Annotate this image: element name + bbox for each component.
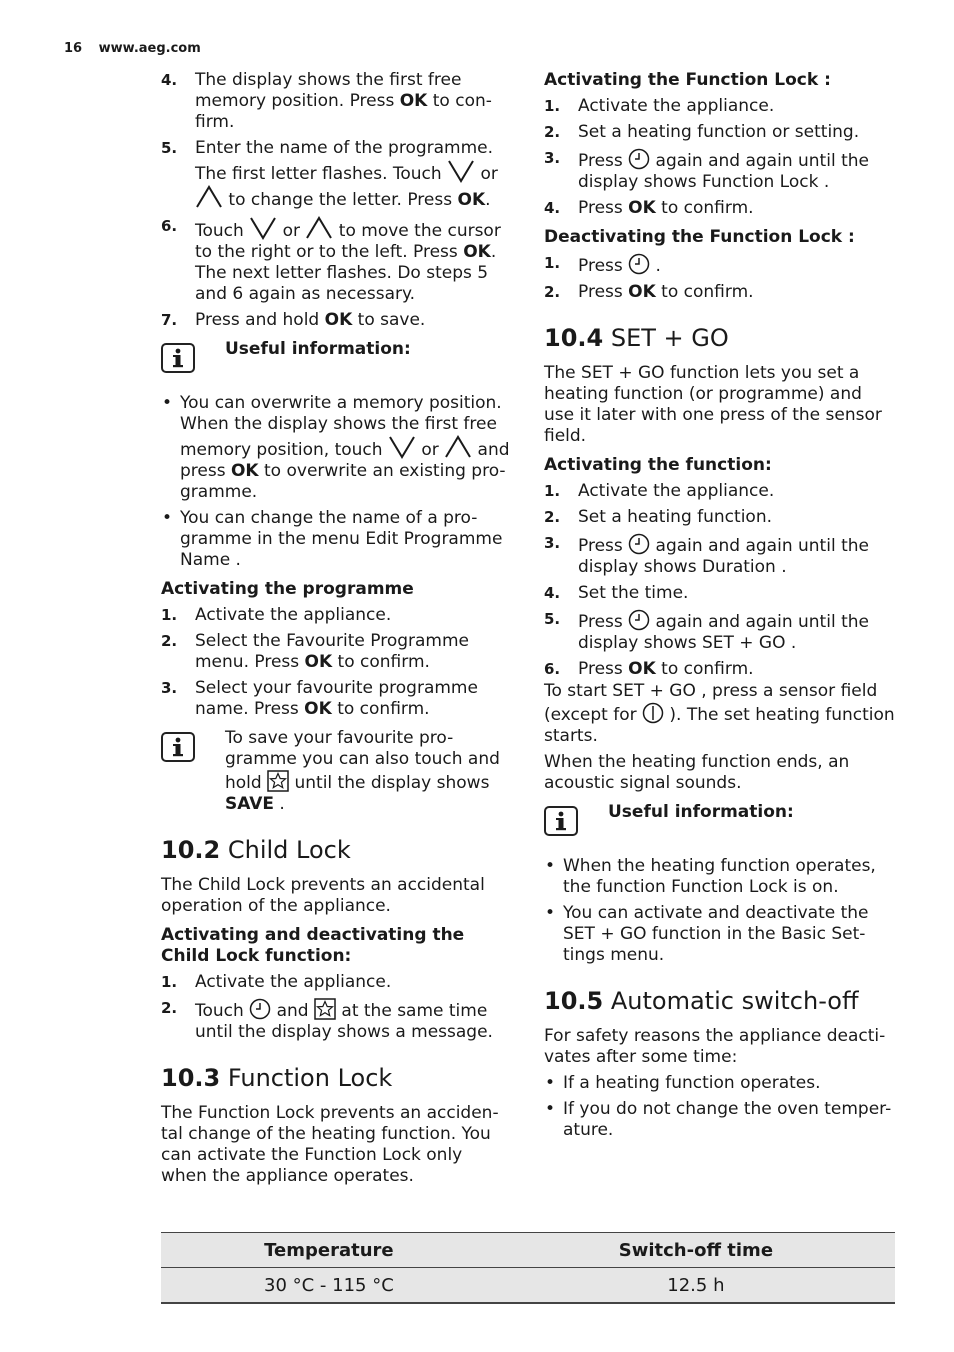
power-icon [642, 702, 664, 724]
table-cell: 30 °C - 115 °C [161, 1268, 497, 1304]
list-item: 3. Press again and again until the display shows Duration . [544, 534, 869, 577]
table-row [161, 1268, 895, 1304]
info-box [161, 339, 513, 379]
steps-list [544, 481, 896, 680]
list-item: 4. Set the time. [544, 583, 689, 603]
chevron-down-icon [388, 435, 416, 459]
list-item: 2. Press OK to confirm. [544, 282, 754, 302]
info-title: Useful information: [608, 802, 794, 822]
paragraph: For safety reasons the appliance deacti-vates after some time: [544, 1026, 886, 1067]
info-icon [544, 806, 578, 836]
section-heading-child-lock: 10.2 Child Lock [161, 836, 351, 864]
table-cell: 12.5 h [497, 1268, 895, 1304]
right-column [544, 70, 896, 1146]
clock-icon [628, 253, 650, 275]
chevron-up-icon [444, 435, 472, 459]
section-heading-set-go: 10.4 SET + GO [544, 324, 729, 352]
switch-off-table [161, 1232, 895, 1304]
column-header: Temperature [161, 1233, 497, 1268]
left-column [161, 70, 513, 1192]
list-item: 2. Select the Favourite Programme menu. Press OK to confirm. [161, 631, 470, 672]
bullet-list [544, 856, 896, 966]
subheading: Activating the Function Lock : [544, 70, 831, 90]
list-item: 5. Press again and again until the display shows SET + GO . [544, 610, 869, 653]
info-text: To save your favourite pro-gramme you can also touch and hold until the display shows SAVE . [225, 728, 500, 814]
paragraph: When the heating function ends, an acoustic signal sounds. [544, 752, 850, 793]
clock-icon [628, 609, 650, 631]
list-item: 6. Touch or to move the cursor to the right or to the left. Press OK. The next letter flashes. Do steps 5 and 6 again as necessary. [161, 217, 501, 304]
list-item: 1. Activate the appliance. [161, 972, 392, 992]
info-icon [161, 343, 195, 373]
section-heading-function-lock: 10.3 Function Lock [161, 1064, 393, 1092]
paragraph: To start SET + GO , press a sensor field (except for ). The set heating function starts. [544, 681, 895, 746]
subheading: Activating and deactivating the Child Lock function: [161, 925, 465, 966]
clock-icon [249, 998, 271, 1020]
subheading: Activating the programme [161, 579, 414, 599]
info-box [544, 802, 896, 842]
chevron-up-icon [195, 185, 223, 209]
chevron-down-icon [249, 216, 277, 240]
steps-list [544, 96, 896, 219]
page-number: 16 [64, 41, 83, 56]
list-item: 7. Press and hold OK to save. [161, 310, 426, 330]
section-heading-automatic-switch-off: 10.5 Automatic switch-off [544, 987, 859, 1015]
list-item: • When the heating function operates, the function Function Lock is on. [544, 856, 896, 898]
steps-list [161, 605, 513, 720]
paragraph: The Child Lock prevents an accidental operation of the appliance. [161, 875, 485, 916]
list-item: 5. Enter the name of the programme. The first letter flashes. Touch or to change the letter. Press OK. [161, 138, 498, 210]
table-header-row [161, 1233, 895, 1268]
list-item: 1. Activate the appliance. [544, 481, 775, 501]
info-icon [161, 732, 195, 762]
star-icon [314, 998, 336, 1020]
info-title: Useful information: [225, 339, 411, 359]
website-link[interactable]: www.aeg.com [98, 41, 201, 56]
list-item: 2. Set a heating function. [544, 507, 772, 527]
info-box [161, 728, 513, 815]
paragraph: The Function Lock prevents an acciden-tal change of the heating function. You can activate the Function Lock only when the appliance operates. [161, 1103, 499, 1186]
list-item: • You can activate and deactivate the SET + GO function in the Basic Set-tings menu. [544, 903, 896, 966]
chevron-down-icon [447, 159, 475, 183]
list-item: 6. Press OK to confirm. [544, 659, 754, 679]
list-item: 1. Activate the appliance. [544, 96, 775, 116]
list-item: • If a heating function operates. [544, 1073, 896, 1094]
subheading: Deactivating the Function Lock : [544, 227, 855, 247]
clock-icon [628, 148, 650, 170]
steps-list [161, 972, 513, 1043]
subheading: Activating the function: [544, 455, 772, 475]
chevron-up-icon [305, 216, 333, 240]
list-item: 2. Touch and at the same time until the display shows a message. [161, 999, 493, 1042]
column-header: Switch-off time [497, 1233, 895, 1268]
list-item: 3. Select your favourite programme name. Press OK to confirm. [161, 678, 478, 719]
star-icon [267, 770, 289, 792]
list-item: • If you do not change the oven temper-ature. [544, 1099, 896, 1141]
clock-icon [628, 533, 650, 555]
list-item: 4. Press OK to confirm. [544, 198, 754, 218]
list-item: • You can change the name of a pro-gramme in the menu Edit Programme Name . [161, 508, 513, 571]
list-item: 2. Set a heating function or setting. [544, 122, 860, 142]
steps-list [161, 70, 513, 331]
steps-list [544, 253, 896, 303]
list-item: 4. The display shows the first free memory position. Press OK to con-firm. [161, 70, 492, 132]
list-item: 1. Press . [544, 254, 661, 276]
bullet-list [161, 393, 513, 571]
list-item: 3. Press again and again until the display shows Function Lock . [544, 149, 869, 192]
bullet-list [544, 1073, 896, 1141]
list-item: • You can overwrite a memory position. When the display shows the first free memory position, touch or and press OK to overwrite an existing pro-gramme. [161, 393, 513, 503]
paragraph: The SET + GO function lets you set a heating function (or programme) and use it later with one press of the sensor field. [544, 363, 882, 446]
page-header [64, 38, 201, 59]
list-item: 1. Activate the appliance. [161, 605, 392, 625]
